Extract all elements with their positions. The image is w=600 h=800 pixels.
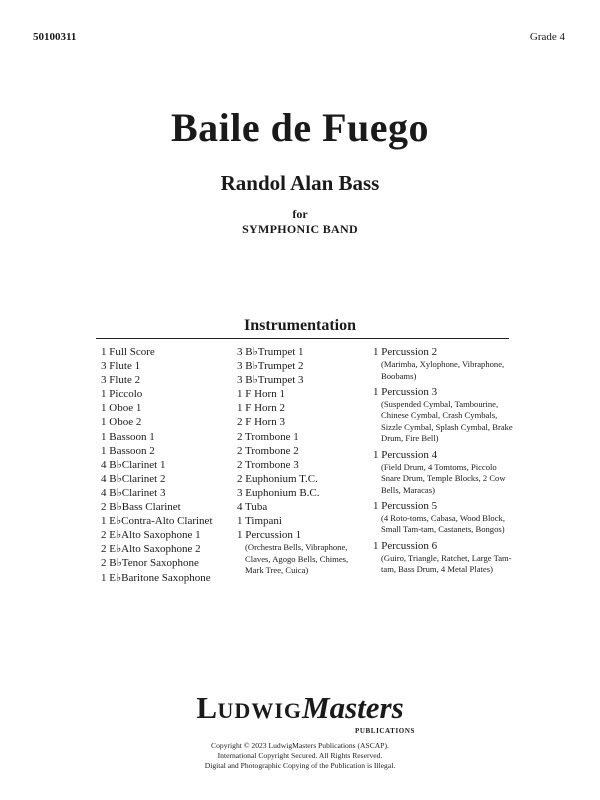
instrument-part: 1 Timpani: [237, 515, 282, 528]
instrumentation-column-2: [237, 345, 367, 580]
instrument-part: 3 B♭Trumpet 2: [237, 360, 304, 373]
instrument-part: 1 Full Score: [101, 346, 155, 358]
logo-letter-l: L: [196, 690, 218, 725]
instrument-part: 1 Percussion 3: [373, 385, 438, 398]
instrument-part: 1 Percussion 5: [373, 499, 438, 512]
instrument-part: 3 Euphonium B.C.: [237, 486, 320, 499]
instrument-part: 4 B♭Clarinet 2: [101, 472, 166, 485]
instrumentation-heading: Instrumentation: [243, 317, 356, 334]
instrument-part: 3 Flute 2: [101, 374, 141, 387]
logo-masters: Masters: [302, 690, 404, 725]
publisher-logo: [0, 690, 600, 726]
instrument-part: 2 B♭Tenor Saxophone: [101, 557, 199, 570]
instrument-part: 2 B♭Bass Clarinet: [101, 501, 181, 514]
instrument-part: 3 B♭Trumpet 1: [237, 346, 304, 358]
logo-publications: PUBLICATIONS: [355, 727, 415, 735]
for-label: for: [292, 207, 308, 221]
instrument-part: 4 B♭Clarinet 1: [101, 458, 166, 471]
instrument-note: (Field Drum, 4 Tomtoms, Piccolo Snare Drum, Temple Blocks, 2 Cow Bells, Maracas): [381, 461, 506, 495]
ensemble-label: SYMPHONIC BAND: [242, 222, 358, 236]
instrument-part: 2 Euphonium T.C.: [237, 472, 318, 485]
instrument-part: 1 F Horn 1: [237, 388, 285, 401]
instrument-part: 2 E♭Alto Saxophone 1: [101, 529, 201, 542]
copyright-line: Digital and Photographic Copying of the Publication is Illegal.: [204, 761, 396, 770]
instrument-part: 1 E♭Contra-Alto Clarinet: [101, 515, 213, 528]
instrument-part: 3 Flute 1: [101, 360, 141, 373]
copyright-line: International Copyright Secured. All Rights Reserved.: [217, 751, 383, 760]
instrument-part: 1 Bassoon 1: [101, 430, 155, 443]
instrument-part: 1 F Horn 2: [237, 402, 285, 415]
instrument-note: (Orchestra Bells, Vibraphone, Claves, Agogo Bells, Chimes, Mark Tree, Cuica): [245, 542, 349, 576]
instrument-part: 1 Percussion 4: [373, 448, 438, 461]
instrumentation-column-1: [101, 345, 231, 585]
copyright-notice: [0, 741, 600, 771]
copyright-line: Copyright © 2023 LudwigMasters Publications (ASCAP).: [211, 741, 389, 750]
instrument-part: 2 E♭Alto Saxophone 2: [101, 543, 201, 556]
instrument-note: (Guiro, Triangle, Ratchet, Large Tam-tam, Bass Drum, 4 Metal Plates): [381, 552, 512, 575]
grade-label: Grade 4: [529, 31, 565, 43]
instrument-part: 1 Percussion 1: [237, 529, 302, 542]
instrument-part: 4 Tuba: [237, 501, 268, 514]
instrument-part: 2 Trombone 2: [237, 444, 299, 457]
instrument-note: (Marimba, Xylophone, Vibraphone, Boobams): [381, 359, 505, 381]
instrument-part: 2 Trombone 1: [237, 430, 299, 443]
composer-name: Randol Alan Bass: [220, 171, 380, 195]
instrument-part: 2 Trombone 3: [237, 458, 299, 471]
logo-udwig: UDWIG: [217, 698, 302, 723]
instrument-part: 1 Piccolo: [101, 388, 143, 401]
instrument-part: 1 Oboe 1: [101, 402, 142, 415]
instrument-part: 3 B♭Trumpet 3: [237, 374, 304, 387]
instrument-part: 1 Bassoon 2: [101, 444, 155, 457]
instrument-part: 1 E♭Baritone Saxophone: [101, 571, 211, 584]
instrumentation-divider: [96, 338, 509, 339]
instrument-note: (4 Roto-toms, Cabasa, Wood Block, Small Tam-tam, Castanets, Bongos): [381, 513, 505, 535]
piece-title: Baile de Fuego: [170, 105, 430, 150]
instrument-note: (Suspended Cymbal, Tambourine, Chinese Cymbal, Crash Cymbals, Sizzle Cymbal, Splash Cymbal, Brake Drum, Fire Bell): [381, 399, 513, 444]
instrument-part: 1 Percussion 6: [373, 539, 438, 552]
catalog-number: 50100311: [33, 31, 77, 43]
instrument-part: 1 Oboe 2: [101, 416, 142, 429]
instrument-part: 4 B♭Clarinet 3: [101, 486, 166, 499]
instrument-part: 1 Percussion 2: [373, 346, 438, 358]
instrumentation-column-3: [373, 345, 513, 579]
instrument-part: 2 F Horn 3: [237, 416, 285, 429]
